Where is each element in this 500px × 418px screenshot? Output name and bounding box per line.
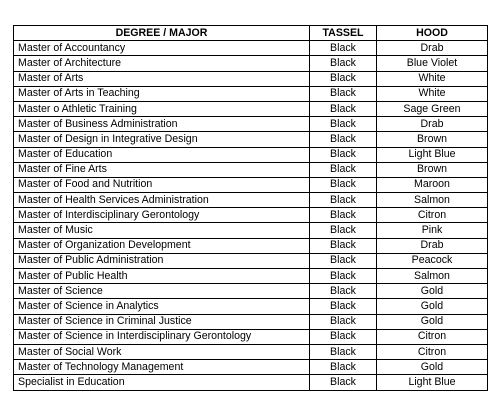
table-row xyxy=(14,193,488,208)
table-row xyxy=(14,56,488,71)
hood-cell: Brown xyxy=(377,132,488,147)
degree-cell: Master of Fine Arts xyxy=(14,162,310,177)
degree-cell: Master of Food and Nutrition xyxy=(14,177,310,192)
hood-cell: Drab xyxy=(377,117,488,132)
table-row xyxy=(14,329,488,344)
tassel-cell: Black xyxy=(310,253,377,268)
hood-cell: Citron xyxy=(377,344,488,359)
table-row xyxy=(14,101,488,116)
header-tassel: TASSEL xyxy=(310,26,377,41)
hood-cell: Gold xyxy=(377,314,488,329)
degree-cell: Master of Education xyxy=(14,147,310,162)
degree-cell: Specialist in Education xyxy=(14,375,310,390)
degree-cell: Master of Design in Integrative Design xyxy=(14,132,310,147)
tassel-cell: Black xyxy=(310,147,377,162)
degree-cell: Master of Organization Development xyxy=(14,238,310,253)
tassel-cell: Black xyxy=(310,208,377,223)
table-row xyxy=(14,314,488,329)
tassel-cell: Black xyxy=(310,284,377,299)
tassel-cell: Black xyxy=(310,101,377,116)
tassel-cell: Black xyxy=(310,71,377,86)
table-row xyxy=(14,86,488,101)
degree-cell: Master of Science in Interdisciplinary Gerontology xyxy=(14,329,310,344)
tassel-cell: Black xyxy=(310,41,377,56)
degree-cell: Master of Public Health xyxy=(14,269,310,284)
degree-cell: Master of Architecture xyxy=(14,56,310,71)
tassel-cell: Black xyxy=(310,238,377,253)
table-row xyxy=(14,147,488,162)
degree-cell: Master of Technology Management xyxy=(14,360,310,375)
tassel-cell: Black xyxy=(310,86,377,101)
tassel-cell: Black xyxy=(310,193,377,208)
hood-cell: Blue Violet xyxy=(377,56,488,71)
table-row xyxy=(14,360,488,375)
table-row xyxy=(14,253,488,268)
hood-cell: Salmon xyxy=(377,269,488,284)
hood-cell: Sage Green xyxy=(377,101,488,116)
degree-cell: Master of Public Administration xyxy=(14,253,310,268)
table-row xyxy=(14,344,488,359)
hood-cell: Gold xyxy=(377,284,488,299)
hood-cell: Citron xyxy=(377,208,488,223)
tassel-cell: Black xyxy=(310,360,377,375)
table-row xyxy=(14,71,488,86)
hood-cell: Light Blue xyxy=(377,147,488,162)
tassel-cell: Black xyxy=(310,314,377,329)
degree-cell: Master of Arts in Teaching xyxy=(14,86,310,101)
hood-cell: Drab xyxy=(377,41,488,56)
table-row xyxy=(14,208,488,223)
degree-cell: Master of Science in Criminal Justice xyxy=(14,314,310,329)
tassel-cell: Black xyxy=(310,223,377,238)
hood-cell: Maroon xyxy=(377,177,488,192)
degree-cell: Master of Science xyxy=(14,284,310,299)
table-row xyxy=(14,299,488,314)
table-row xyxy=(14,284,488,299)
hood-cell: Citron xyxy=(377,329,488,344)
degree-cell: Master o Athletic Training xyxy=(14,101,310,116)
table-row xyxy=(14,162,488,177)
degree-cell: Master of Interdisciplinary Gerontology xyxy=(14,208,310,223)
hood-cell: White xyxy=(377,71,488,86)
table-row xyxy=(14,41,488,56)
table-body xyxy=(14,41,488,390)
table-header xyxy=(14,26,488,41)
degree-cell: Master of Health Services Administration xyxy=(14,193,310,208)
table-row xyxy=(14,223,488,238)
degree-cell: Master of Business Administration xyxy=(14,117,310,132)
hood-cell: Pink xyxy=(377,223,488,238)
table-row xyxy=(14,117,488,132)
tassel-cell: Black xyxy=(310,132,377,147)
header-hood: HOOD xyxy=(377,26,488,41)
tassel-cell: Black xyxy=(310,299,377,314)
table-row xyxy=(14,375,488,390)
table-row xyxy=(14,269,488,284)
tassel-cell: Black xyxy=(310,344,377,359)
tassel-cell: Black xyxy=(310,117,377,132)
hood-cell: Gold xyxy=(377,360,488,375)
hood-cell: Salmon xyxy=(377,193,488,208)
degree-cell: Master of Science in Analytics xyxy=(14,299,310,314)
degree-cell: Master of Music xyxy=(14,223,310,238)
hood-cell: Gold xyxy=(377,299,488,314)
degree-cell: Master of Social Work xyxy=(14,344,310,359)
tassel-cell: Black xyxy=(310,329,377,344)
tassel-cell: Black xyxy=(310,375,377,390)
tassel-cell: Black xyxy=(310,56,377,71)
tassel-cell: Black xyxy=(310,162,377,177)
tassel-cell: Black xyxy=(310,269,377,284)
header-degree-major: DEGREE / MAJOR xyxy=(14,26,310,41)
hood-cell: Drab xyxy=(377,238,488,253)
hood-cell: Light Blue xyxy=(377,375,488,390)
hood-cell: Brown xyxy=(377,162,488,177)
table-row xyxy=(14,177,488,192)
hood-cell: Peacock xyxy=(377,253,488,268)
table-row xyxy=(14,132,488,147)
regalia-table xyxy=(13,25,488,391)
tassel-cell: Black xyxy=(310,177,377,192)
header-row xyxy=(14,26,488,41)
degree-cell: Master of Arts xyxy=(14,71,310,86)
degree-cell: Master of Accountancy xyxy=(14,41,310,56)
table-row xyxy=(14,238,488,253)
hood-cell: White xyxy=(377,86,488,101)
